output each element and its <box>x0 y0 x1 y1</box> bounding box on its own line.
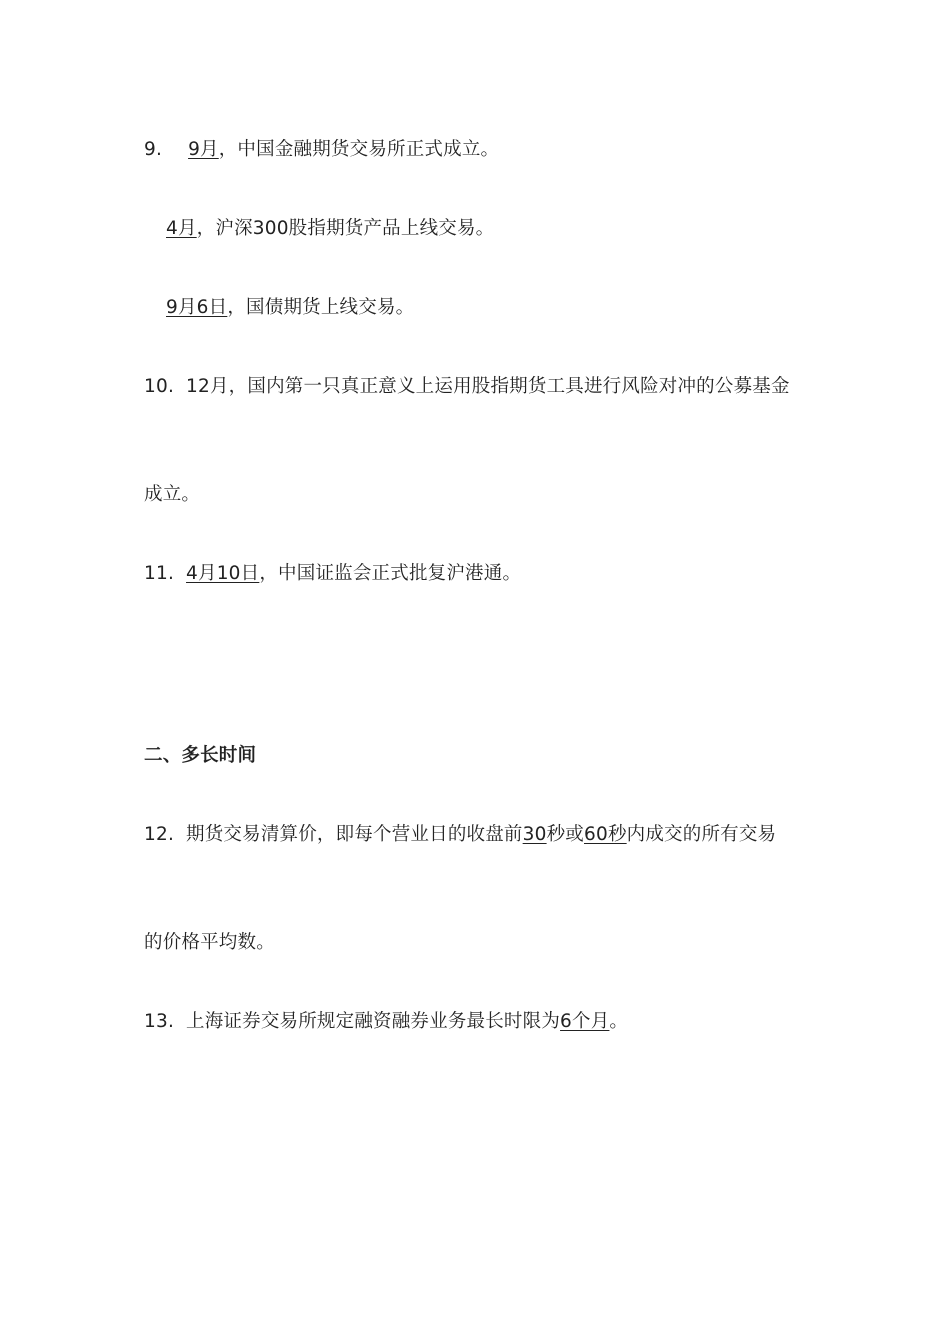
list-item-9-sub-1 <box>166 217 494 241</box>
list-item-10-continuation <box>144 483 200 507</box>
date-underlined: 4月 <box>166 218 197 239</box>
item-text: ，中国金融期货交易所正式成立。 <box>218 139 500 160</box>
item-text: 内成交的所有交易 <box>626 824 777 845</box>
value-underlined: 60秒 <box>584 824 627 845</box>
list-item-9-sub-2 <box>166 296 414 320</box>
list-item-11 <box>144 562 521 586</box>
date-underlined: 4月10日 <box>186 563 260 584</box>
item-text: ，沪深300股指期货产品上线交易。 <box>196 218 495 239</box>
item-number: 10. <box>144 376 175 397</box>
list-item-13 <box>144 1010 628 1034</box>
item-text: 的价格平均数。 <box>144 932 275 953</box>
item-number: 12. <box>144 824 175 845</box>
item-text: 。 <box>609 1011 629 1032</box>
list-item-9 <box>144 138 499 162</box>
item-text: ，中国证监会正式批复沪港通。 <box>259 563 522 584</box>
item-text: 12月，国内第一只真正意义上运用股指期货工具进行风险对冲的公募基金 <box>186 376 790 397</box>
item-number: 13. <box>144 1011 175 1032</box>
item-text: 期货交易清算价，即每个营业日的收盘前 <box>186 824 523 845</box>
item-text: 秒或 <box>546 824 584 845</box>
list-item-10 <box>144 375 790 399</box>
date-underlined: 9月6日 <box>166 297 228 318</box>
item-text: ，国债期货上线交易。 <box>227 297 415 318</box>
value-underlined: 6个月 <box>560 1011 610 1032</box>
item-text: 上海证券交易所规定融资融券业务最长时限为 <box>186 1011 561 1032</box>
date-underlined: 9月 <box>188 139 219 160</box>
item-number: 11. <box>144 563 175 584</box>
item-number: 9. <box>144 139 163 160</box>
list-item-12 <box>144 823 776 847</box>
section-heading: 二、多长时间 <box>144 745 257 766</box>
list-item-12-continuation <box>144 931 275 955</box>
value-underlined: 30 <box>522 824 547 845</box>
item-text: 成立。 <box>144 484 201 505</box>
